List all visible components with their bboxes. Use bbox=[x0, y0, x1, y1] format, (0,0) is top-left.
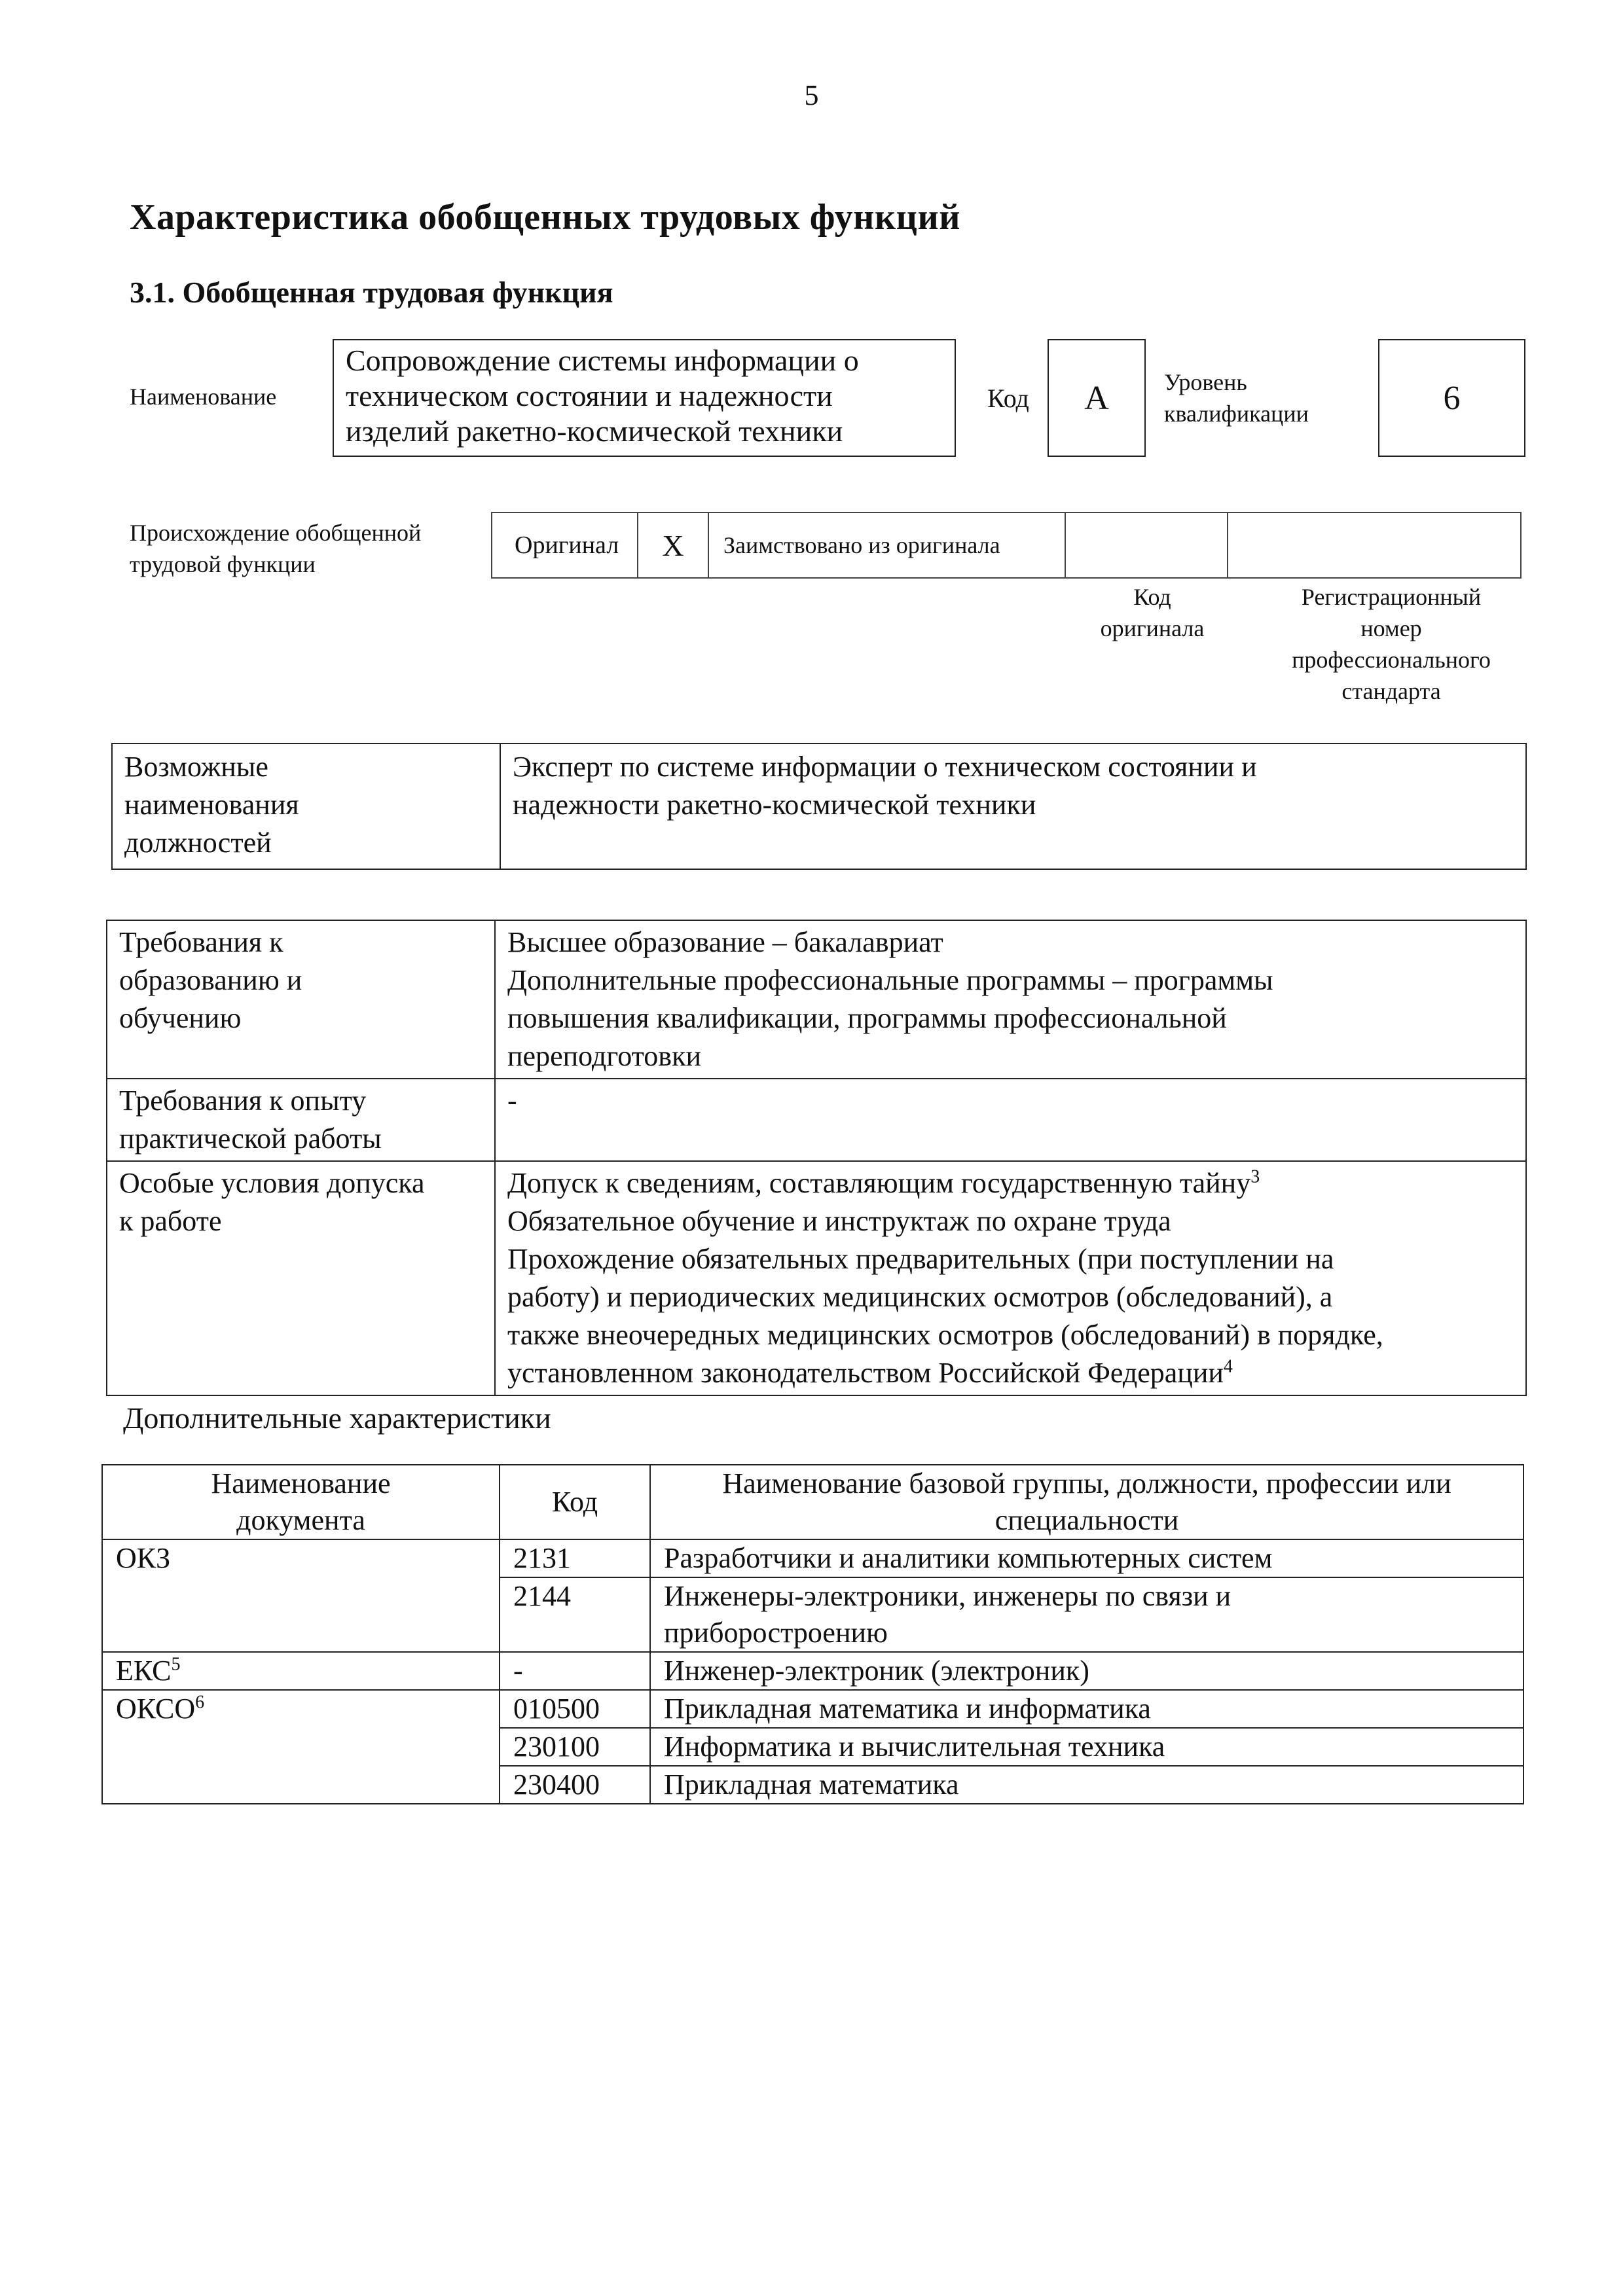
table-row bbox=[112, 744, 1526, 869]
special-conditions-line: Прохождение обязательных предварительных (при поступлении на bbox=[507, 1243, 1334, 1275]
header-name-line: специальности bbox=[994, 1504, 1179, 1536]
code-cell: - bbox=[500, 1652, 650, 1690]
name-cell bbox=[650, 1577, 1523, 1652]
special-conditions-label bbox=[107, 1161, 495, 1395]
origin-reg-caption-line: стандарта bbox=[1341, 678, 1441, 704]
experience-label-line: практической работы bbox=[119, 1122, 382, 1155]
footnote-ref: 5 bbox=[171, 1654, 181, 1675]
footnote-ref: 4 bbox=[1223, 1356, 1233, 1377]
origin-reg-caption-line: профессионального bbox=[1292, 647, 1491, 673]
table-header-row bbox=[102, 1465, 1523, 1539]
code-cell: 230400 bbox=[500, 1766, 650, 1804]
header-name bbox=[650, 1465, 1523, 1539]
origin-borrowed-label: Заимствовано из оригинала bbox=[708, 512, 1066, 579]
code-cell: 010500 bbox=[500, 1690, 650, 1728]
positions-table bbox=[111, 743, 1527, 870]
name-cell: Информатика и вычислительная техника bbox=[650, 1728, 1523, 1766]
origin-reg-caption bbox=[1244, 581, 1539, 707]
positions-label-line: Возможные bbox=[124, 751, 268, 783]
positions-label bbox=[112, 744, 500, 869]
qualification-level-value: 6 bbox=[1378, 339, 1525, 457]
origin-reg-number-cell bbox=[1227, 512, 1522, 579]
function-name-line: изделий ракетно-космической техники bbox=[346, 414, 843, 448]
function-name-label: Наименование bbox=[130, 384, 277, 410]
origin-code-cell bbox=[1065, 512, 1228, 579]
origin-label bbox=[130, 517, 421, 580]
special-conditions-text: установленном законодательством Российской Федерации bbox=[507, 1357, 1224, 1389]
origin-code-caption-line: оригинала bbox=[1100, 615, 1205, 641]
education-label-line: образованию и bbox=[119, 964, 302, 996]
doc-eks bbox=[102, 1652, 500, 1690]
education-value bbox=[495, 920, 1526, 1079]
positions-value bbox=[500, 744, 1526, 869]
doc-okz: ОКЗ bbox=[102, 1539, 500, 1652]
qualification-level-label-line: Уровень bbox=[1164, 369, 1247, 395]
education-label bbox=[107, 920, 495, 1079]
code-cell: 2144 bbox=[500, 1577, 650, 1652]
name-cell-line: Инженеры-электроники, инженеры по связи и bbox=[664, 1580, 1231, 1612]
education-value-line: переподготовки bbox=[507, 1040, 701, 1072]
name-cell: Прикладная математика и информатика bbox=[650, 1690, 1523, 1728]
page-title: Характеристика обобщенных трудовых функций bbox=[130, 197, 960, 238]
education-value-line: повышения квалификации, программы профессиональной bbox=[507, 1002, 1227, 1034]
education-value-line: Дополнительные профессиональные программы – программы bbox=[507, 964, 1273, 996]
experience-label-line: Требования к опыту bbox=[119, 1085, 367, 1117]
name-cell: Инженер-электроник (электроник) bbox=[650, 1652, 1523, 1690]
origin-reg-caption-line: номер bbox=[1360, 615, 1422, 641]
function-name-line: техническом состоянии и надежности bbox=[346, 379, 833, 412]
origin-row bbox=[492, 512, 1525, 579]
footnote-ref: 3 bbox=[1250, 1166, 1260, 1187]
requirements-table bbox=[106, 920, 1527, 1396]
special-conditions-line: Обязательное обучение и инструктаж по охране труда bbox=[507, 1205, 1171, 1237]
special-conditions-label-line: к работе bbox=[119, 1205, 222, 1237]
code-cell: 230100 bbox=[500, 1728, 650, 1766]
table-row bbox=[102, 1690, 1523, 1728]
name-cell: Разработчики и аналитики компьютерных систем bbox=[650, 1539, 1523, 1577]
positions-value-line: надежности ракетно-космической техники bbox=[513, 789, 1036, 821]
table-row bbox=[107, 1079, 1526, 1161]
table-row bbox=[102, 1539, 1523, 1577]
header-name-line: Наименование базовой группы, должности, профессии или bbox=[722, 1467, 1451, 1499]
function-name-line: Сопровождение системы информации о bbox=[346, 344, 859, 377]
experience-label bbox=[107, 1079, 495, 1161]
name-cell: Прикладная математика bbox=[650, 1766, 1523, 1804]
qualification-level-label bbox=[1164, 367, 1309, 429]
doc-okso-text: ОКСО bbox=[116, 1693, 196, 1725]
education-label-line: обучению bbox=[119, 1002, 242, 1034]
origin-code-caption-line: Код bbox=[1133, 584, 1171, 610]
table-row bbox=[107, 920, 1526, 1079]
additional-table bbox=[101, 1464, 1524, 1804]
special-conditions-line bbox=[507, 1164, 1514, 1202]
experience-value: - bbox=[495, 1079, 1526, 1161]
additional-title: Дополнительные характеристики bbox=[123, 1401, 551, 1435]
education-value-line: Высшее образование – бакалавриат bbox=[507, 926, 943, 958]
header-code: Код bbox=[500, 1465, 650, 1539]
special-conditions-label-line: Особые условия допуска bbox=[119, 1167, 425, 1199]
page-number: 5 bbox=[804, 79, 819, 111]
origin-reg-caption-line: Регистрационный bbox=[1301, 584, 1482, 610]
positions-label-line: должностей bbox=[124, 827, 272, 859]
positions-value-line: Эксперт по системе информации о техническом состоянии и bbox=[513, 751, 1257, 783]
special-conditions-line: работу) и периодических медицинских осмотров (обследований), а bbox=[507, 1281, 1333, 1313]
origin-label-line: Происхождение обобщенной bbox=[130, 520, 422, 546]
section-title: 3.1. Обобщенная трудовая функция bbox=[130, 276, 613, 309]
origin-label-line: трудовой функции bbox=[130, 551, 316, 577]
origin-original-label: Оригинал bbox=[491, 512, 638, 579]
header-document bbox=[102, 1465, 500, 1539]
function-code-label: Код bbox=[987, 384, 1029, 413]
qualification-level-label-line: квалификации bbox=[1164, 401, 1309, 427]
code-cell: 2131 bbox=[500, 1539, 650, 1577]
special-conditions-value bbox=[495, 1161, 1526, 1395]
origin-original-mark: Х bbox=[637, 512, 709, 579]
doc-eks-text: ЕКС bbox=[116, 1655, 172, 1687]
header-document-line: Наименование bbox=[211, 1467, 391, 1499]
header-document-line: документа bbox=[236, 1504, 365, 1536]
footnote-ref: 6 bbox=[195, 1692, 205, 1713]
origin-code-caption bbox=[1074, 581, 1231, 644]
name-cell-line: приборостроению bbox=[664, 1617, 888, 1649]
special-conditions-line bbox=[507, 1354, 1514, 1392]
special-conditions-line: также внеочередных медицинских осмотров (обследований) в порядке, bbox=[507, 1319, 1383, 1351]
education-label-line: Требования к bbox=[119, 926, 283, 958]
function-code-value: А bbox=[1048, 339, 1146, 457]
doc-okso bbox=[102, 1690, 500, 1804]
special-conditions-text: Допуск к сведениям, составляющим государственную тайну bbox=[507, 1167, 1251, 1199]
function-name-box bbox=[333, 339, 956, 457]
table-row bbox=[107, 1161, 1526, 1395]
table-row bbox=[102, 1652, 1523, 1690]
positions-label-line: наименования bbox=[124, 789, 299, 821]
